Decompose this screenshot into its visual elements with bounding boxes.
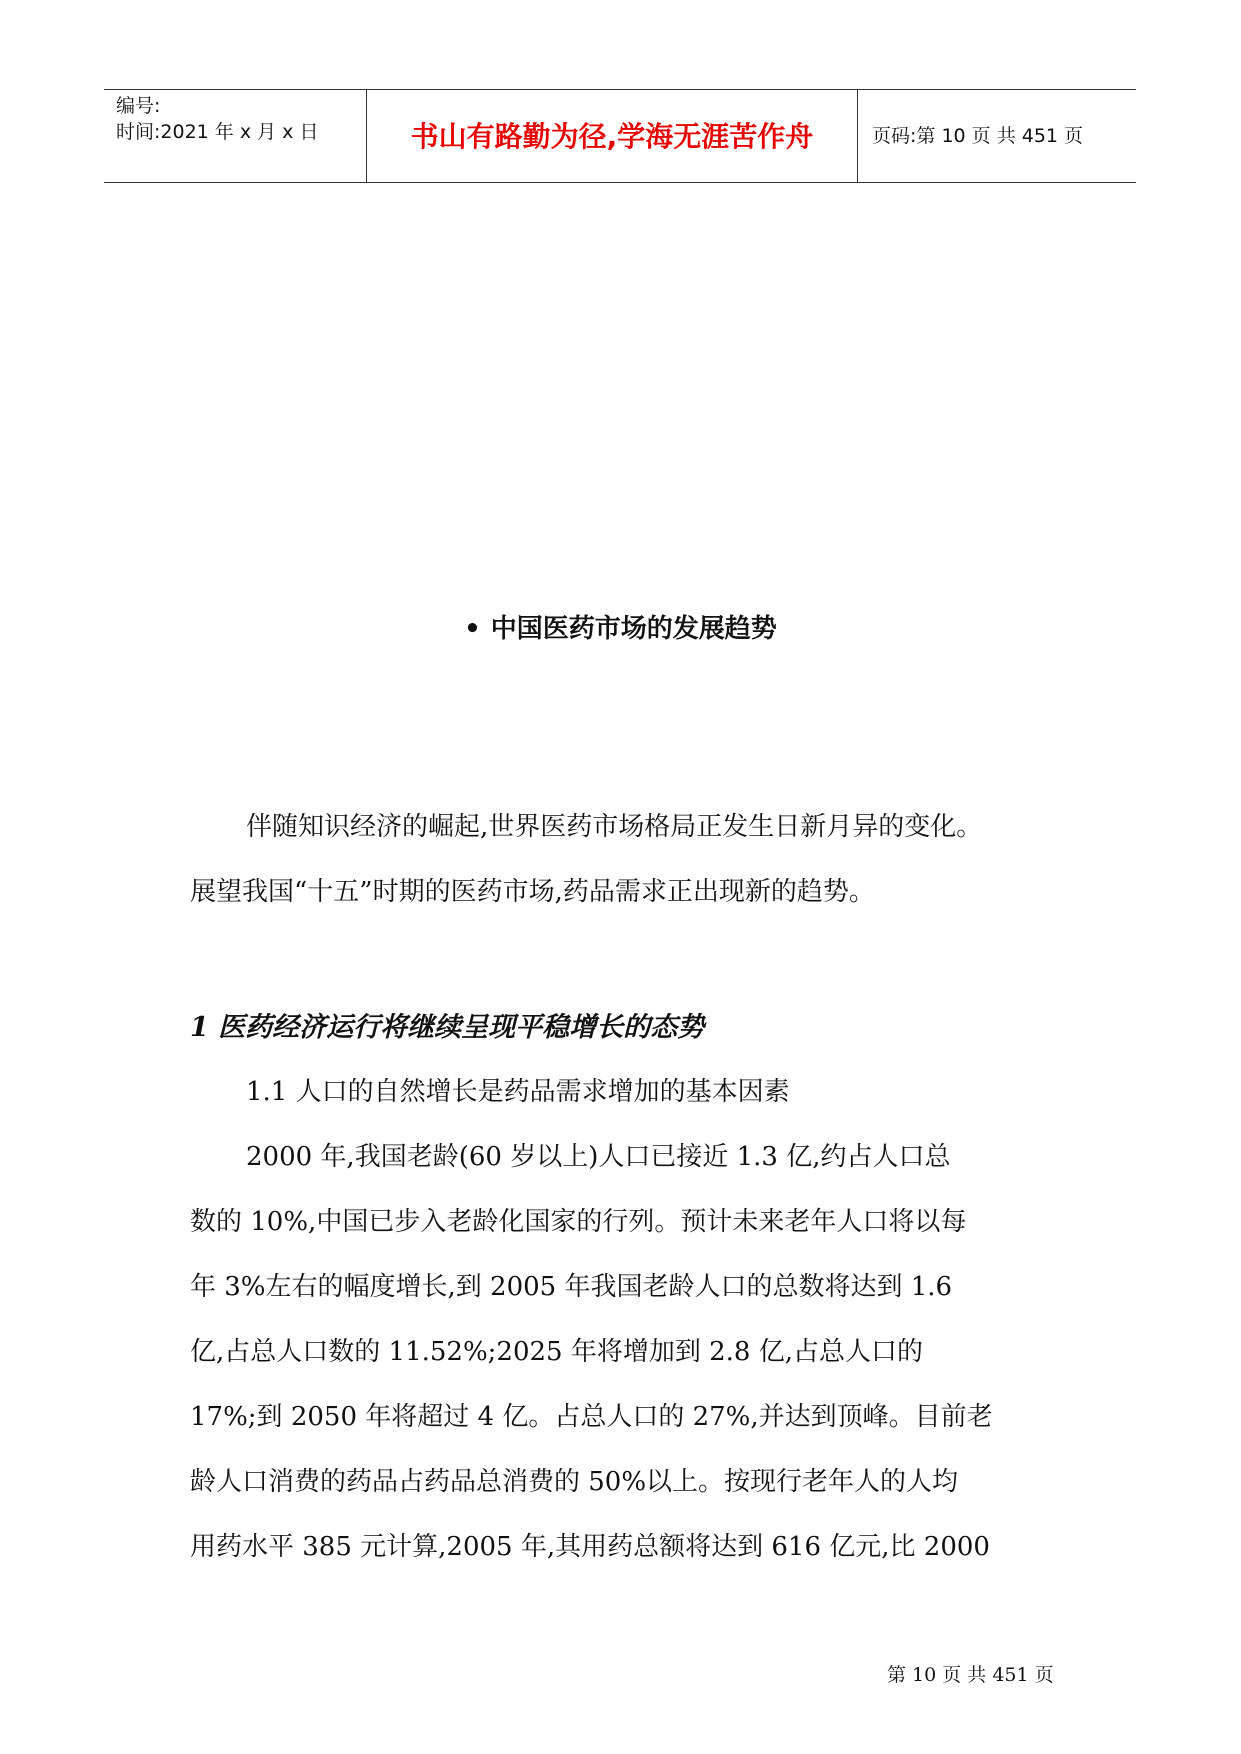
header-info-cell bbox=[104, 90, 367, 182]
title-text: 中国医药市场的发展趋势 bbox=[490, 614, 777, 644]
header-motto: 书山有路勤为径,学海无涯苦作舟 bbox=[410, 120, 814, 153]
paragraph-line: 年 3%左右的幅度增长,到 2005 年我国老龄人口的总数将达到 1.6 bbox=[190, 1272, 953, 1302]
paragraph-line: 数的 10%,中国已步入老龄化国家的行列。预计未来老年人口将以每 bbox=[190, 1207, 967, 1237]
title-bullet: • bbox=[464, 614, 481, 644]
header-time-label: 时间:2021 年 x 月 x 日 bbox=[116, 121, 319, 143]
paragraph-line: 亿,占总人口数的 11.52%;2025 年将增加到 2.8 亿,占总人口的 bbox=[190, 1337, 924, 1367]
section-subheading: 1.1 人口的自然增长是药品需求增加的基本因素 bbox=[246, 1077, 790, 1107]
document-header bbox=[104, 89, 1136, 183]
paragraph-line: 2000 年,我国老龄(60 岁以上)人口已接近 1.3 亿,约占人口总 bbox=[246, 1142, 951, 1172]
header-number-label: 编号: bbox=[116, 95, 161, 117]
header-motto-cell bbox=[367, 90, 858, 182]
paragraph-line: 龄人口消费的药品占药品总消费的 50%以上。按现行老年人的人均 bbox=[190, 1467, 959, 1497]
intro-line: 伴随知识经济的崛起,世界医药市场格局正发生日新月异的变化。 bbox=[246, 812, 983, 842]
header-page-code: 页码:第 10 页 共 451 页 bbox=[872, 125, 1084, 147]
document-title bbox=[0, 612, 1241, 646]
header-page-cell bbox=[858, 90, 1136, 182]
paragraph-line: 用药水平 385 元计算,2005 年,其用药总额将达到 616 亿元,比 2000 bbox=[190, 1532, 990, 1562]
intro-line: 展望我国“十五”时期的医药市场,药品需求正出现新的趋势。 bbox=[190, 877, 875, 907]
section-heading: 1 医药经济运行将继续呈现平稳增长的态势 bbox=[190, 1012, 705, 1043]
page-footer: 第 10 页 共 451 页 bbox=[887, 1664, 1054, 1686]
paragraph-line: 17%;到 2050 年将超过 4 亿。占总人口的 27%,并达到顶峰。目前老 bbox=[190, 1402, 993, 1432]
